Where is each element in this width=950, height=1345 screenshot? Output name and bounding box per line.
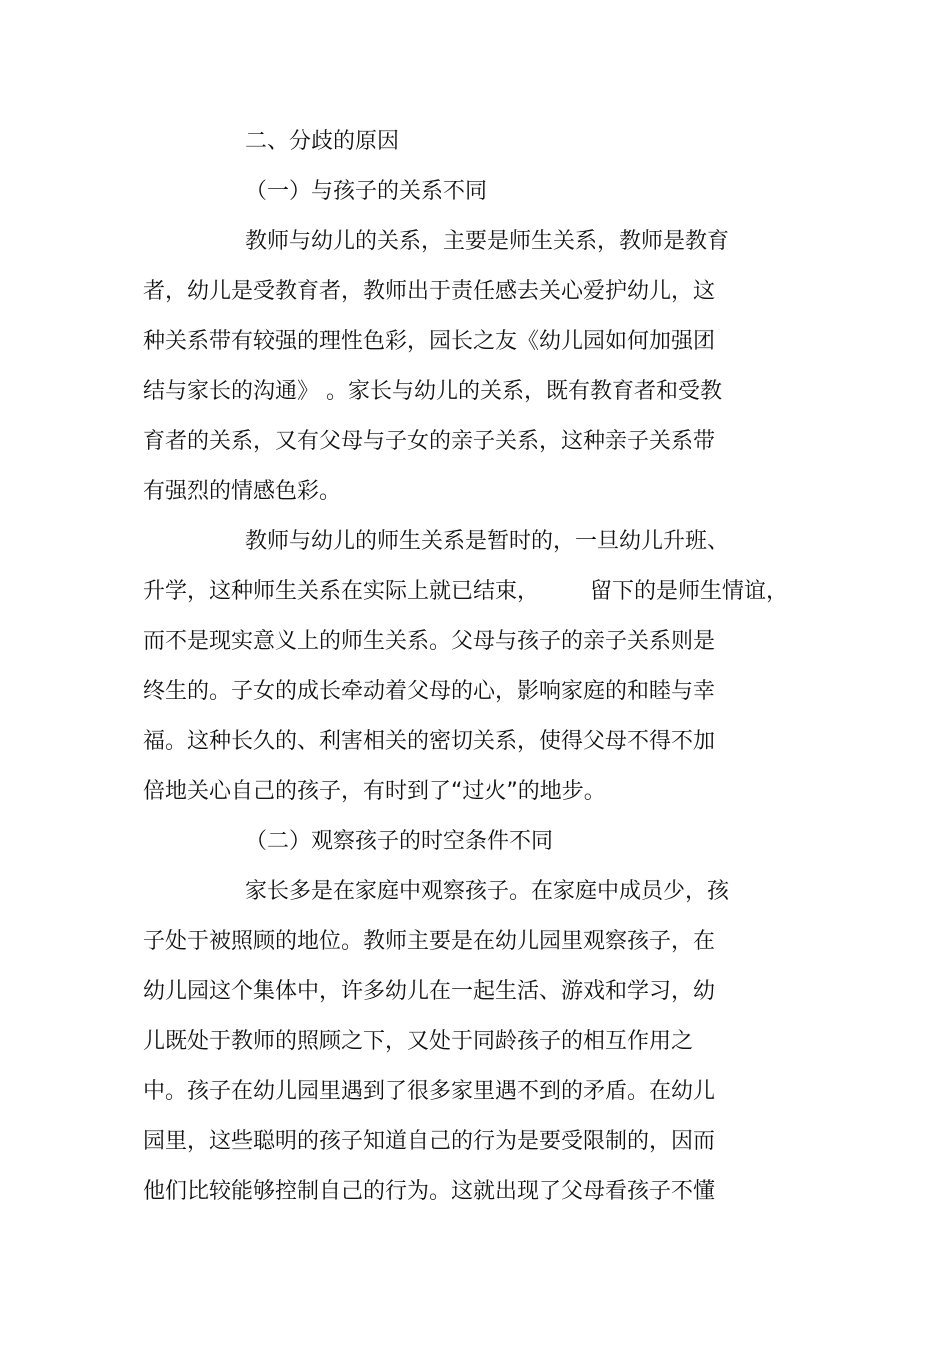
paragraph-line: 中。孩子在幼儿园里遇到了很多家里遇不到的矛盾。在幼儿 [143, 1079, 716, 1104]
subsection-heading: （二）观察孩子的时空条件不同 [245, 829, 554, 854]
paragraph-line: 家长多是在家庭中观察孩子。在家庭中成员少，孩 [245, 879, 730, 904]
section-heading: 二、分歧的原因 [245, 129, 400, 154]
paragraph-line: 儿既处于教师的照顾之下，又处于同龄孩子的相互作用之 [143, 1029, 694, 1054]
paragraph-line: 园里，这些聪明的孩子知道自己的行为是要受限制的，因而 [143, 1129, 716, 1154]
paragraph-line: 倍地关心自己的孩子，有时到了“过火”的地步。 [143, 779, 606, 804]
paragraph-line: 升学，这种师生关系在实际上就已结束， [143, 579, 540, 604]
paragraph-line: 有强烈的情感色彩。 [143, 479, 342, 504]
paragraph-line: 福。这种长久的、利害相关的密切关系，使得父母不得不加 [143, 729, 716, 754]
paragraph-line: 他们比较能够控制自己的行为。这就出现了父母看孩子不懂 [143, 1179, 716, 1204]
paragraph-line: 者，幼儿是受教育者，教师出于责任感去关心爱护幼儿，这 [143, 279, 716, 304]
paragraph-line-continuation: 留下的是师生情谊， [590, 579, 789, 604]
paragraph-line: 教师与幼儿的师生关系是暂时的，一旦幼儿升班、 [245, 529, 730, 554]
paragraph-line: 幼儿园这个集体中，许多幼儿在一起生活、游戏和学习，幼 [143, 979, 716, 1004]
paragraph-line: 种关系带有较强的理性色彩，园长之友《幼儿园如何加强团 [143, 329, 716, 354]
paragraph-line: 育者的关系，又有父母与子女的亲子关系，这种亲子关系带 [143, 429, 716, 454]
paragraph-line: 终生的。子女的成长牵动着父母的心，影响家庭的和睦与幸 [143, 679, 716, 704]
paragraph-line: 而不是现实意义上的师生关系。父母与孩子的亲子关系则是 [143, 629, 716, 654]
paragraph-line: 子处于被照顾的地位。教师主要是在幼儿园里观察孩子，在 [143, 929, 716, 954]
subsection-heading: （一）与孩子的关系不同 [245, 179, 488, 204]
paragraph-line: 结与家长的沟通》 。家长与幼儿的关系，既有教育者和受教 [143, 379, 722, 404]
paragraph-line: 教师与幼儿的关系，主要是师生关系，教师是教育 [245, 229, 730, 254]
